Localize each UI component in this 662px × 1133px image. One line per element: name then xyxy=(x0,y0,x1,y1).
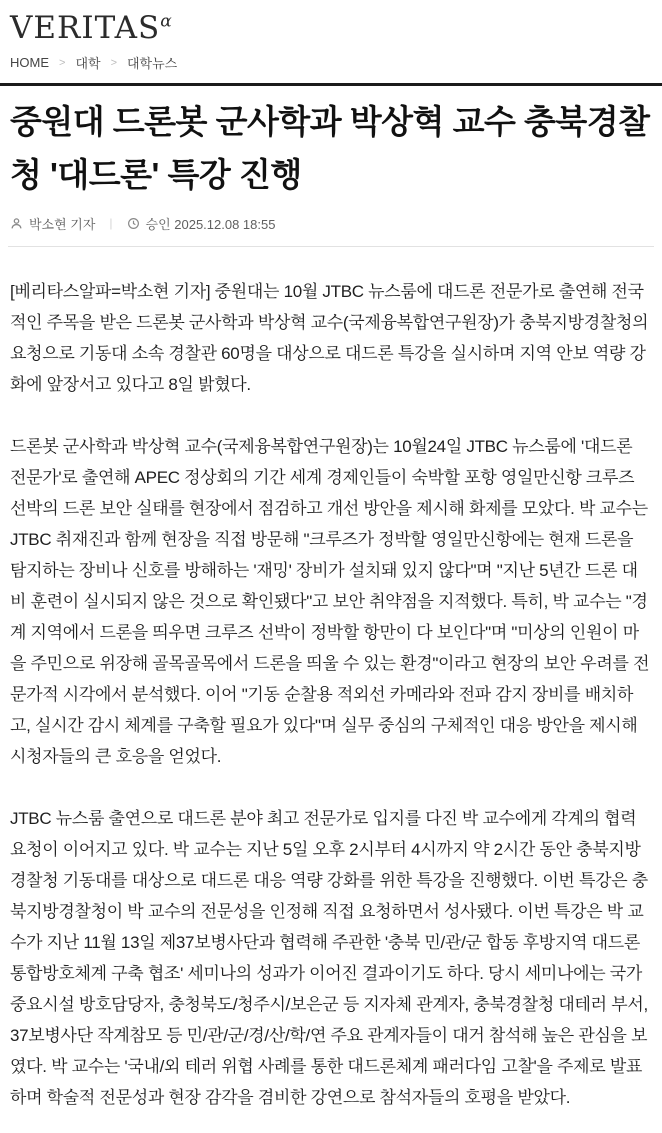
article-paragraph: [베리타스알파=박소현 기자] 중원대는 10월 JTBC 뉴스룸에 대드론 전문가로 출연해 전국적인 주목을 받은 드론봇 군사학과 박상혁 교수(국제융복합연구원장)가 충북지방경찰청의 요청으로 기동대 소속 경찰관 60명을 대상으로 대드론 특강을 실시하며 지역 안보 역량 강화에 앞장서고 있다고 8일 밝혔다. xyxy=(10,281,649,394)
approved-timestamp: 승인 2025.12.08 18:55 xyxy=(145,216,276,232)
clock-icon xyxy=(127,217,140,230)
breadcrumb xyxy=(10,53,652,72)
page-title: 중원대 드론봇 군사학과 박상혁 교수 충북경찰청 '대드론' 특강 진행 xyxy=(10,103,650,193)
article-paragraph: 드론봇 군사학과 박상혁 교수(국제융복합연구원장)는 10월24일 JTBC 뉴스룸에 '대드론 전문가'로 출연해 APEC 정상회의 기간 세계 경제인들이 숙박할 포항 영일만신항 크루즈 선박의 드론 보안 실태를 현장에서 점검하고 개선 방안을 제시해 화제를 모았다. 박 교수는 JTBC 취재진과 함께 현장을 직접 방문해 "크루즈가 정박할 영일만신항에는 현재 드론을 탐지하는 장비나 신호를 방해하는 '재밍' 장비가 설치돼 있지 않다"며 "지난 5년간 드론 대비 훈련이 실시되지 않은 것으로 확인됐다"고 보안 취약점을 지적했다. 특히, 박 교수는 "경계 지역에서 드론을 띄우면 크루즈 선박이 정박할 항만이 다 보인다"며 "미상의 인원이 마을 주민으로 위장해 골목골목에서 드론을 띄울 수 있는 환경"이라고 현장의 보안 우려를 전문가적 시각에서 분석했다. 이어 "기동 순찰용 적외선 카메라와 전파 감지 장비를 배치하고, 실시간 감시 체계를 구축할 필요가 있다"며 실무 중심의 구체적인 대응 방안을 제시해 시청자들의 큰 호응을 얻었다. xyxy=(10,436,650,766)
header-divider xyxy=(0,83,662,86)
site-logo-text: VERITAS xyxy=(10,10,161,46)
masthead xyxy=(10,8,652,46)
article-body xyxy=(10,276,652,1113)
site-logo[interactable] xyxy=(10,10,173,46)
article-paragraph: JTBC 뉴스룸 출연으로 대드론 분야 최고 전문가로 입지를 다진 박 교수에게 각계의 협력 요청이 이어지고 있다. 박 교수는 지난 5일 오후 2시부터 4시까지 약 2시간 동안 충북지방경찰청 기동대를 대상으로 대드론 대응 역량 강화를 위한 특강을 진행했다. 이번 특강은 충북지방경찰청이 박 교수의 전문성을 인정해 직접 요청하면서 성사됐다. 이번 특강은 박 교수가 지난 11월 13일 제37보병사단과 협력해 주관한 '충북 민/관/군 합동 후방지역 대드론 통합방호체계 구축 협조' 세미나의 성과가 이어진 결과이기도 하다. 당시 세미나에는 국가중요시설 방호담당자, 충청북도/청주시/보은군 등 지자체 관계자, 충북경찰청 대테러 부서, 37보병사단 작계참모 등 민/관/군/경/산/학/연 주요 관계자들이 대거 참석해 높은 관심을 보였다. 박 교수는 '국내/외 테러 위협 사례를 통한 대드론체계 패러다임 고찰'을 주제로 발표하며 학술적 전문성과 현장 감각을 겸비한 강연으로 참석자들의 호평을 받았다. xyxy=(10,808,648,1107)
site-logo-alpha: α xyxy=(160,11,173,32)
byline-divider-rule xyxy=(8,246,654,247)
person-icon xyxy=(10,217,23,230)
reporter-name[interactable]: 박소현 기자 xyxy=(29,216,96,232)
byline xyxy=(10,214,652,233)
chevron-right-icon: > xyxy=(59,56,66,69)
byline-divider: | xyxy=(109,216,113,231)
breadcrumb-university[interactable]: 대학 xyxy=(75,56,101,71)
chevron-right-icon: > xyxy=(110,56,117,69)
breadcrumb-home[interactable]: HOME xyxy=(10,55,49,70)
breadcrumb-university-news[interactable]: 대학뉴스 xyxy=(127,56,178,71)
